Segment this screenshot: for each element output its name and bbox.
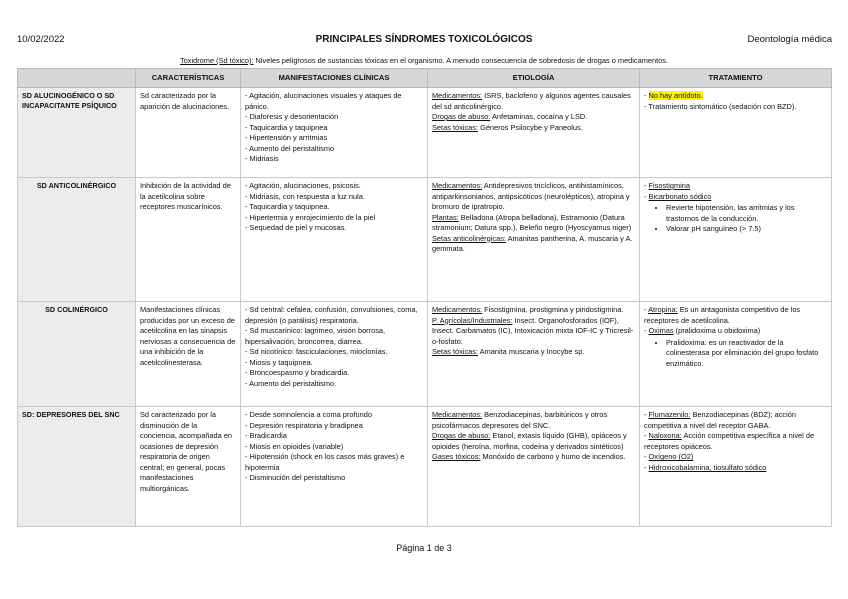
column-header: TRATAMIENTO <box>640 69 832 88</box>
treatment-item <box>644 463 827 474</box>
etiology-item <box>432 123 635 134</box>
treatment-item <box>644 326 827 337</box>
characteristics-cell: Sd caracterizado por la disminución de la conciencia, acompañada en ocasiones de depresión respiratoria de origen central; en general, pocas manifestaciones multiorgánicas. <box>136 407 241 527</box>
manifestation-item: - Agitación, alucinaciones visuales y ataques de pánico. <box>245 91 423 112</box>
etiology-text: Benzodiacepinas, barbitúricos y otros psicofármacos depresores del SNC. <box>432 410 608 430</box>
manifestations-cell <box>241 178 428 302</box>
manifestations-cell <box>241 407 428 527</box>
treatment-bullet: • Revierte hipotensión, las arritmias y los trastornos de la conducción. <box>666 203 827 224</box>
etiology-item <box>432 91 635 112</box>
column-header: CARACTERÍSTICAS <box>136 69 241 88</box>
treatment-bullets <box>644 338 827 370</box>
etiology-item <box>432 316 635 348</box>
etiology-text: Etanol, extasis líquido (GHB), opiáceos y opioides (heroína, morfina, codeína y derivados sintéticos) <box>432 431 627 451</box>
treatment-text: (pralidoxima u obidoxima) <box>673 326 761 336</box>
manifestations-cell <box>241 302 428 407</box>
intro-term: Toxidrome (Sd tóxico): <box>179 56 254 65</box>
etiology-label: Medicamentos: <box>432 91 483 100</box>
etiology-text: Insect. Organofosforados (IOF), Insect. Carbamatos (IC), Intoxicación mixta IOF-IC y Tricresil-o-fosfato. <box>432 315 634 346</box>
manifestation-item: - Aumento del peristaltismo <box>245 144 423 155</box>
etiology-label: Medicamentos: <box>432 305 483 314</box>
syndrome-name: SD: DEPRESORES DEL SNC <box>18 407 136 527</box>
treatment-bullets <box>644 203 827 235</box>
manifestation-item: - Hipertermia y enrojecimiento de la piel <box>245 213 423 224</box>
manifestation-item: - Aumento del peristaltismo. <box>245 379 423 390</box>
page-title: PRINCIPALES SÍNDROMES TOXICOLÓGICOS <box>315 34 533 45</box>
etiology-label: Setas tóxicas: <box>432 347 479 357</box>
etiology-item <box>432 112 635 123</box>
etiology-text: ISRS, baclofeno y algunos agentes causales del sd anticolinérgico. <box>432 91 631 111</box>
manifestation-item: - Agitación, alucinaciones, psicosis. <box>245 181 423 192</box>
table-row <box>18 407 832 527</box>
treatment-text: Fisostigmina <box>648 181 690 190</box>
manifestation-item: - Depresión respiratoria y bradipnea <box>245 421 423 432</box>
treatment-text: Es un antagonista competitivo de los receptores de acetilcolina. <box>644 305 801 325</box>
manifestation-item: - Bradicardia <box>245 431 423 442</box>
treatment-label: Oxígeno (O2) <box>648 452 694 462</box>
etiology-item <box>432 213 635 234</box>
etiology-text: Belladona (Atropa belladona), Estramonio (Datura stramonium; Datura spp.), Beleño negro (Hyoscyamus niger) <box>432 212 632 233</box>
intro-line <box>0 56 848 65</box>
manifestation-item: - Hipotensión (shock en los casos más graves) e hipotermia <box>245 452 423 473</box>
treatment-label: Flumazenilo: <box>648 410 691 419</box>
treatment-cell <box>640 88 832 178</box>
manifestation-item: - Taquicardia y taquipnea <box>245 123 423 134</box>
etiology-item <box>432 431 635 452</box>
table-header-row <box>18 69 832 88</box>
treatment-item <box>644 91 827 102</box>
table-row <box>18 302 832 407</box>
etiology-text: Amanita muscaria y Inocybe sp. <box>478 347 585 357</box>
treatment-item <box>644 410 827 431</box>
etiology-label: P. Agrícolas/Industriales: <box>432 315 513 325</box>
etiology-item <box>432 234 635 255</box>
manifestation-item: - Midriasis <box>245 154 423 165</box>
treatment-item <box>644 181 827 192</box>
manifestation-item: - Diaforesis y desorientación <box>245 112 423 123</box>
etiology-text: Antidepresivos tricíclicos, antihistamínicos, antiparkinsonianos, antipsicóticos (neurolépticos), atropina y bromuro de ipratropio. <box>432 181 630 212</box>
etiology-item <box>432 452 635 463</box>
treatment-item <box>644 102 827 113</box>
etiology-label: Medicamentos: <box>432 181 483 190</box>
etiology-label: Drogas de abuso: <box>432 431 491 441</box>
treatment-text: Bicarbonato sódico <box>648 191 712 201</box>
treatment-label: Atropina: <box>648 305 678 314</box>
column-header-blank <box>18 69 136 88</box>
treatment-item <box>644 452 827 463</box>
treatment-text: Tratamiento sintomático (sedación con BZD). <box>648 101 797 111</box>
manifestation-item: - Disminución del peristaltismo <box>245 473 423 484</box>
toxidrome-table <box>17 68 832 527</box>
treatment-highlight: No hay antídoto. <box>648 91 703 100</box>
etiology-text: Monóxido de carbono y humo de incendios. <box>480 452 626 462</box>
page-footer: Página 1 de 3 <box>396 543 452 553</box>
column-header: ETIOLOGÍA <box>428 69 640 88</box>
etiology-item <box>432 305 635 316</box>
etiology-label: Setas anticolinérgicas: <box>432 233 506 243</box>
etiology-cell <box>428 302 640 407</box>
syndrome-name: SD ANTICOLINÉRGICO <box>18 178 136 302</box>
manifestation-item: - Sequedad de piel y mucosas. <box>245 223 423 234</box>
manifestation-item: - Sd central: cefalea, confusión, convulsiones, coma, depresión (o parálisis) respiratoria. <box>245 305 423 326</box>
intro-text: Niveles peligrosos de sustancias tóxicas en el organismo. A menudo consecuencia de sobredosis de drogas o medicamentos. <box>253 56 669 65</box>
manifestation-item: - Broncoespasmo y bradicardia. <box>245 368 423 379</box>
manifestations-cell <box>241 88 428 178</box>
etiology-text: Anfetaminas, cocaína y LSD. <box>490 112 588 122</box>
treatment-text: Acción competitiva específica a nivel de receptores opiáceos. <box>644 431 815 451</box>
etiology-item <box>432 410 635 431</box>
treatment-cell <box>640 178 832 302</box>
treatment-label: Hidroxicobalamina, tiosulfato sódico <box>648 462 767 472</box>
etiology-cell <box>428 407 640 527</box>
syndrome-name: SD ALUCINOGÉNICO O SD INCAPACITANTE PSÍQUICO <box>18 88 136 178</box>
manifestation-item: - Taquicardia y taquipnea. <box>245 202 423 213</box>
manifestation-item: - Sd muscarínico: lagrimeo, visión borrosa, hipersalivación, broncorrea, diarrea. <box>245 326 423 347</box>
etiology-label: Drogas de abuso: <box>432 112 491 122</box>
etiology-item <box>432 347 635 358</box>
table-row <box>18 178 832 302</box>
column-header: MANIFESTACIONES CLÍNICAS <box>241 69 428 88</box>
treatment-item <box>644 431 827 452</box>
header-date: 10/02/2022 <box>17 34 65 45</box>
etiology-item <box>432 181 635 213</box>
etiology-cell <box>428 178 640 302</box>
etiology-text: Amanitas pantherina, A. muscaria y A. gemmata. <box>432 233 633 254</box>
etiology-label: Plantas: <box>432 212 459 222</box>
characteristics-cell: Inhibición de la actividad de la acetilcolina sobre receptores muscarínicos. <box>136 178 241 302</box>
treatment-item <box>644 305 827 326</box>
etiology-label: Medicamentos: <box>432 410 483 419</box>
characteristics-cell: Manifestaciones clínicas producidas por un exceso de acetilcolina en las sinapsis nerviosas a consecuencia de una inhibición de la acetilcolinesterasa. <box>136 302 241 407</box>
treatment-item <box>644 192 827 203</box>
manifestation-item: - Hipertensión y arritmias <box>245 133 423 144</box>
treatment-cell <box>640 302 832 407</box>
manifestation-item: - Midriasis, con respuesta a luz nula. <box>245 192 423 203</box>
treatment-label: Naloxona: <box>648 431 682 441</box>
characteristics-cell: Sd caracterizado por la aparición de alucinaciones. <box>136 88 241 178</box>
treatment-bullet: • Pralidoxima: es un reactivador de la colinesterasa por eliminación del grupo fosfato enzimático. <box>666 338 827 370</box>
manifestation-item: - Desde somnolencia a coma profundo <box>245 410 423 421</box>
etiology-label: Gases tóxicos: <box>432 452 481 462</box>
etiology-text: Fisostigmina, prostigmina y piridostigmina. <box>482 305 624 314</box>
treatment-text: Benzodiacepinas (BDZ); acción competitiva a nivel del receptor GABA. <box>644 410 796 430</box>
header-subject: Deontología médica <box>747 34 832 45</box>
etiology-cell <box>428 88 640 178</box>
etiology-text: Géneros Psilocybe y Paneolus. <box>478 122 583 132</box>
manifestation-item: - Sd nicotínico: fasciculaciones, mioclonías. <box>245 347 423 358</box>
treatment-label: Oximas <box>648 326 674 336</box>
treatment-bullet: • Valorar pH sanguíneo (> 7.5) <box>666 224 827 235</box>
manifestation-item: - Miosis en opioides (variable) <box>245 442 423 453</box>
etiology-label: Setas tóxicas: <box>432 122 479 132</box>
treatment-cell <box>640 407 832 527</box>
syndrome-name: SD COLINÉRGICO <box>18 302 136 407</box>
table-row <box>18 88 832 178</box>
manifestation-item: - Miosis y taquipnea. <box>245 358 423 369</box>
